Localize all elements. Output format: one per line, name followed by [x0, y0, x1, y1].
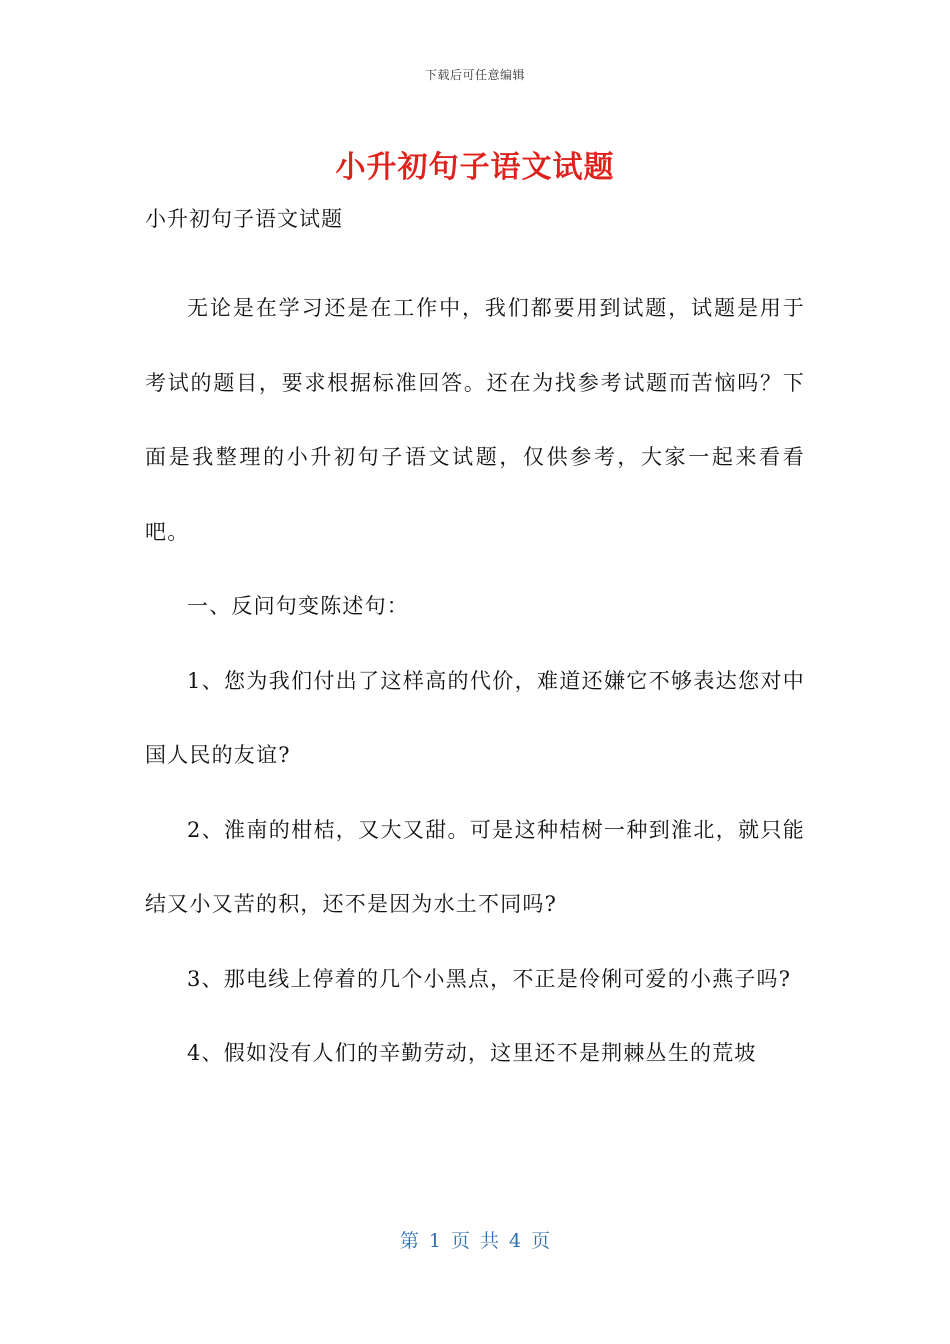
- document-title: 小升初句子语文试题: [335, 150, 615, 185]
- question-4: 4、假如没有人们的辛勤劳动，这里还不是荆棘丛生的荒坡: [187, 1041, 757, 1065]
- document-subtitle: 小升初句子语文试题: [145, 207, 343, 231]
- intro-paragraph: 无论是在学习还是在工作中，我们都要用到试题，试题是用于考试的题目，要求根据标准回答。还在为找参考试题而苦恼吗？下面是我整理的小升初句子语文试题，仅供参考，大家一起来看看吧。: [145, 296, 805, 544]
- document-body: [145, 200, 805, 1091]
- question-3: 3、那电线上停着的几个小黑点，不正是伶俐可爱的小燕子吗?: [187, 966, 792, 991]
- page-number: 第 1 页 共 4 页: [399, 1230, 551, 1252]
- header-note: 下载后可任意编辑: [424, 68, 525, 82]
- question-1: 1、您为我们付出了这样高的代价，难道还嫌它不够表达您对中国人民的友谊?: [145, 668, 805, 767]
- section-heading: 一、反问句变陈述句：: [187, 594, 409, 618]
- question-2: 2、淮南的柑桔，又大又甜。可是这种桔树一种到淮北，就只能结又小又苦的积，还不是因为水土不同吗?: [145, 817, 805, 916]
